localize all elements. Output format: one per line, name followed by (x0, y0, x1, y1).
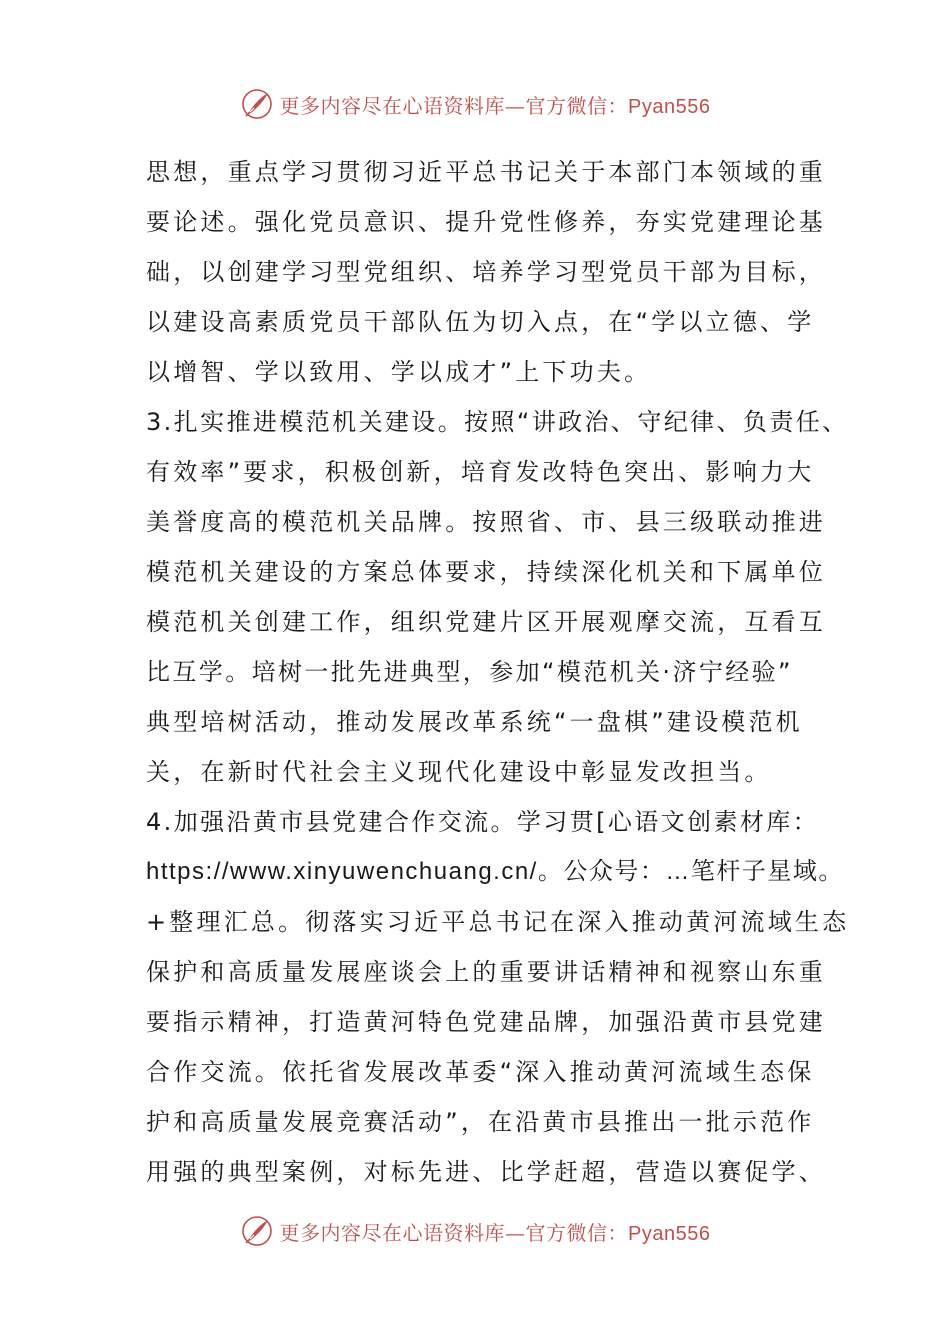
text-line: 合作交流。依托省发展改革委“深入推动黄河流域生态保 (146, 1058, 815, 1086)
text-line: 以增智、学以致用、学以成才”上下功夫。 (146, 358, 652, 386)
section-heading-line: 3.扎实推进模范机关建设。按照“讲政治、守纪律、负责任、 (146, 408, 849, 436)
text-line: 思想，重点学习贯彻习近平总书记关于本部门本领域的重 (146, 158, 826, 186)
wechat-id: Pyan556 (628, 95, 711, 118)
text-line: 护和高质量发展竞赛活动”，在沿黄市县推出一批示范作 (146, 1108, 815, 1136)
document-body (146, 147, 850, 1197)
text-line: 模范机关建设的方案总体要求，持续深化机关和下属单位 (146, 558, 826, 586)
url-text-line: https://www.xinyuwenchuang.cn/。公众号：…笔杆子星域。 (146, 858, 844, 885)
wechat-id: Pyan556 (628, 1222, 711, 1245)
text-line: 比互学。培树一批先进典型，参加“模范机关·济宁经验” (146, 658, 793, 686)
quill-pen-logo-icon (240, 87, 274, 121)
text-line: 保护和高质量发展座谈会上的重要讲话精神和视察山东重 (146, 958, 826, 986)
text-line: 模范机关创建工作，组织党建片区开展观摩交流，互看互 (146, 608, 826, 636)
text-line: 典型培树活动，推动发展改革系统“一盘棋”建设模范机 (146, 708, 803, 736)
text-line: 用强的典型案例，对标先进、比学赶超，营造以赛促学、 (146, 1158, 826, 1186)
section-heading-line: 4.加强沿黄市县党建合作交流。学习贯[心语文创素材库： (146, 808, 820, 836)
footer-watermark-banner (0, 1211, 950, 1251)
text-line: 要论述。强化党员意识、提升党性修养，夯实党建理论基 (146, 208, 826, 236)
text-line: 美誉度高的模范机关品牌。按照省、市、县三级联动推进 (146, 508, 826, 536)
text-line: +整理汇总。彻落实习近平总书记在深入推动黄河流域生态 (146, 908, 850, 936)
watermark-text: 更多内容尽在心语资料库—官方微信：Pyan556 (279, 93, 711, 118)
text-line: 础，以创建学习型党组织、培养学习型党员干部为目标， (146, 258, 826, 286)
header-watermark-banner (0, 84, 950, 124)
quill-pen-logo-icon (240, 1214, 274, 1248)
text-line: 要指示精神，打造黄河特色党建品牌，加强沿黄市县党建 (146, 1008, 826, 1036)
text-line: 以建设高素质党员干部队伍为切入点，在“学以立德、学 (146, 308, 815, 336)
text-line: 有效率”要求，积极创新，培育发改特色突出、影响力大 (146, 458, 815, 486)
watermark-text: 更多内容尽在心语资料库—官方微信：Pyan556 (279, 1220, 711, 1245)
text-line: 关，在新时代社会主义现代化建设中彰显发改担当。 (146, 758, 772, 786)
